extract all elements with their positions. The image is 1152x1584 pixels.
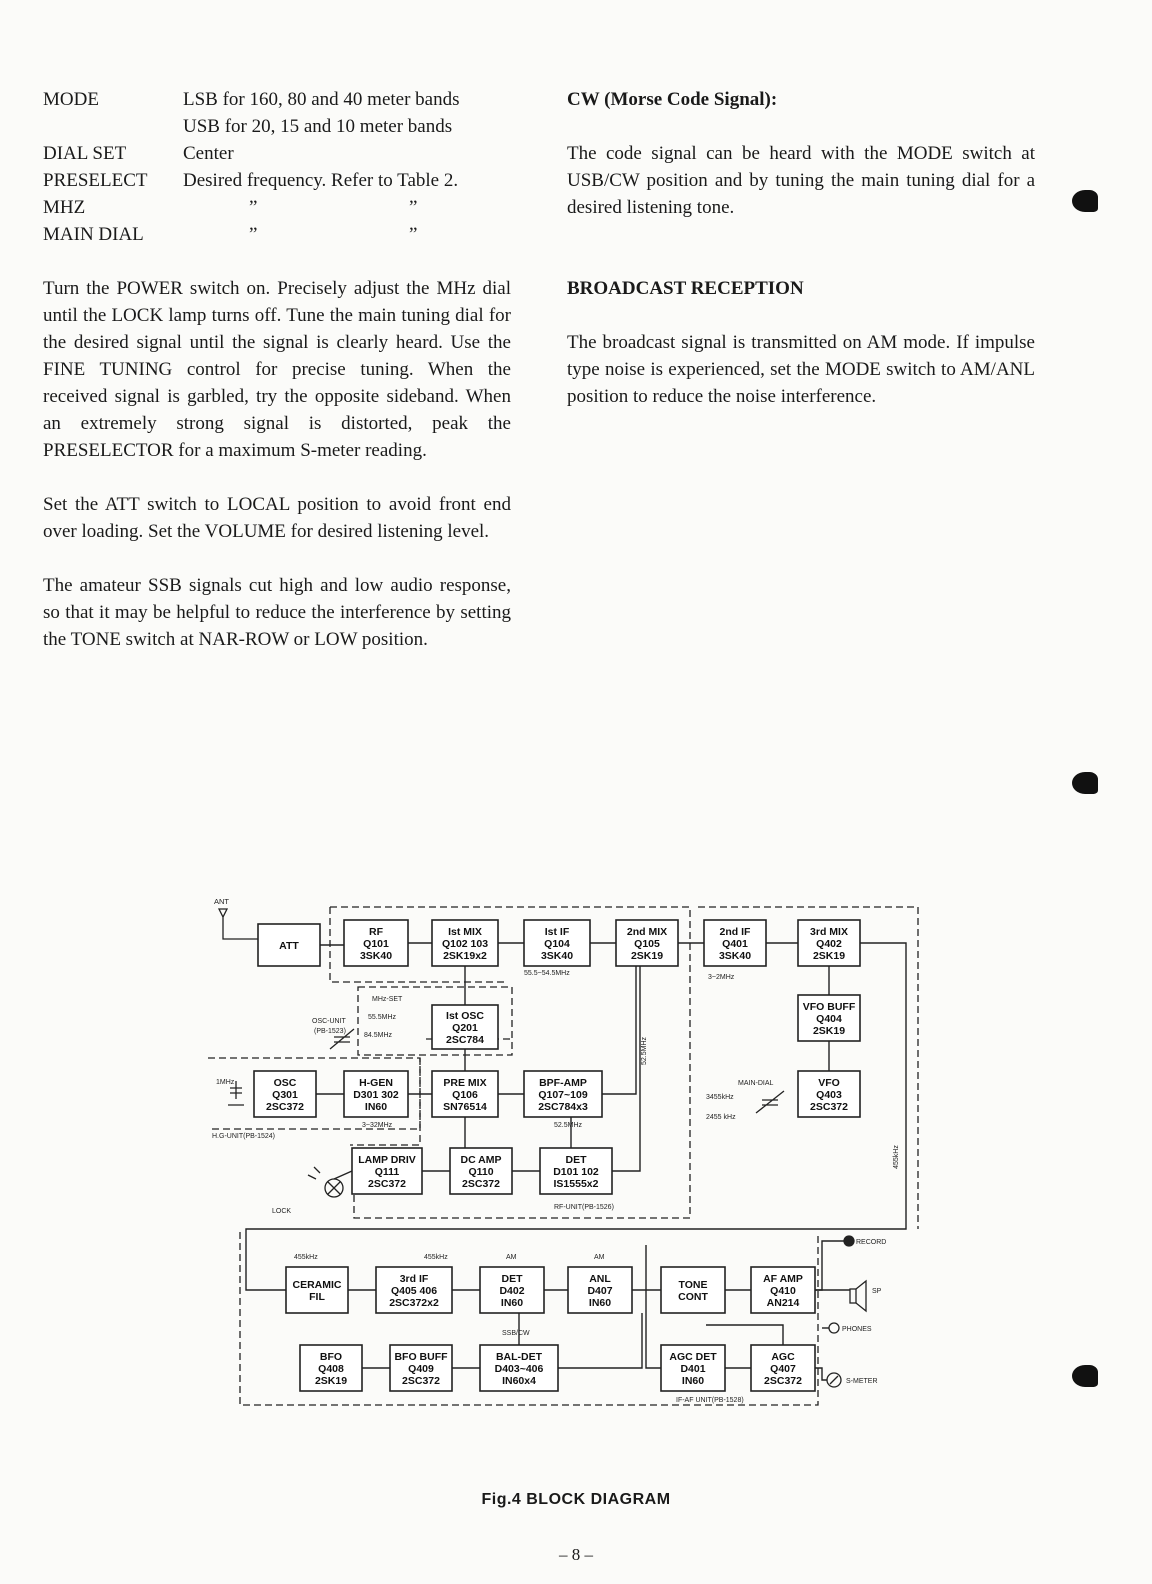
block-if3-text: Q405 406 <box>390 1285 438 1297</box>
diagram-label-if-af-unit: IF-AF UNIT(PB-1528) <box>676 1397 744 1404</box>
block-lamp <box>352 1148 422 1194</box>
block-dcamp-text: 2SC372 <box>462 1178 500 1190</box>
right-column <box>567 86 1035 410</box>
block-vfo <box>798 1071 860 1117</box>
block-att <box>258 924 320 966</box>
block-det2-text: D402 <box>499 1285 525 1297</box>
block-if2-text: 3SK40 <box>718 950 752 962</box>
block-agcdet <box>661 1345 725 1391</box>
punch-mark <box>1072 190 1098 212</box>
block-agc-text: 2SC372 <box>764 1375 802 1387</box>
diagram-label-if1-range: 55.5~54.5MHz <box>524 970 570 977</box>
block-mix3-text: 3rd MIX <box>810 926 848 938</box>
diagram-label-lock: LOCK <box>272 1208 292 1215</box>
diagram-label-phones: PHONES <box>842 1326 872 1333</box>
diagram-label-sp: SP <box>872 1288 882 1295</box>
block-hgen-text: H-GEN <box>359 1077 393 1089</box>
block-osc-text: OSC <box>273 1077 297 1089</box>
left-column <box>43 86 511 653</box>
block-bpf <box>524 1071 602 1117</box>
block-mix1 <box>432 920 498 966</box>
setting-label: MHZ <box>43 197 86 218</box>
block-osc1-text: 2SC784 <box>446 1034 484 1046</box>
block-mix2-text: 2SK19 <box>630 950 664 962</box>
setting-row-mode <box>43 86 511 140</box>
block-mix3-text: Q402 <box>816 938 842 950</box>
block-bfo <box>300 1345 362 1391</box>
block-mix3-text: 2SK19 <box>812 950 846 962</box>
block-if3-text: 2SC372x2 <box>389 1297 439 1309</box>
diagram-label-am-b: AM <box>594 1254 605 1261</box>
diagram-label-osc-f2: 84.5MHz <box>364 1032 393 1039</box>
block-osc1 <box>432 1005 498 1049</box>
settings-table <box>43 86 511 248</box>
phones-jack-icon <box>829 1323 839 1333</box>
block-bfo-text: 2SK19 <box>314 1375 348 1387</box>
block-mix1-text: 2SK19x2 <box>443 950 487 962</box>
block-rf-text: Q101 <box>363 938 389 950</box>
block-vfo-text: 2SC372 <box>810 1101 848 1113</box>
diagram-label-mhz-set: MHz-SET <box>372 996 403 1003</box>
block-anl-text: D407 <box>587 1285 613 1297</box>
block-afamp <box>751 1267 815 1313</box>
block-vfo-text: VFO <box>818 1077 840 1089</box>
block-vfobuff <box>798 995 860 1041</box>
block-bpf-text: Q107~109 <box>538 1089 588 1101</box>
block-premix-text: SN76514 <box>443 1101 487 1113</box>
block-if2-text: 2nd IF <box>719 926 751 938</box>
block-afamp-text: Q410 <box>770 1285 796 1297</box>
signal-wire <box>558 1313 642 1368</box>
block-tone-text: CONT <box>678 1291 708 1303</box>
setting-value <box>183 221 511 248</box>
block-mix2 <box>616 920 678 966</box>
setting-value <box>183 194 511 221</box>
block-osc <box>254 1071 316 1117</box>
signal-wire <box>334 1171 352 1179</box>
setting-value: LSB for 160, 80 and 40 meter bands USB for 20, 15 and 10 meter bands <box>183 89 460 137</box>
block-agcdet-text: IN60 <box>681 1375 705 1387</box>
block-agcdet-text: AGC DET <box>669 1351 717 1363</box>
block-if2 <box>704 920 766 966</box>
block-mix2-text: 2nd MIX <box>626 926 668 938</box>
block-if2-text: Q401 <box>722 938 748 950</box>
block-hgen-text: IN60 <box>364 1101 388 1113</box>
block-dcamp-text: Q110 <box>468 1166 494 1178</box>
block-tone <box>661 1267 725 1313</box>
record-jack-icon <box>844 1236 854 1246</box>
block-agc-text: AGC <box>771 1351 795 1363</box>
block-ceramic-text: FIL <box>309 1291 325 1303</box>
diagram-label-osc-f1: 55.5MHz <box>368 1014 397 1021</box>
block-if3 <box>376 1267 452 1313</box>
block-lamp-text: LAMP DRIV <box>358 1154 416 1166</box>
diagram-label-f-455-v: 455kHz <box>893 1145 900 1169</box>
block-bfo-text: Q408 <box>318 1363 344 1375</box>
signal-wire <box>602 966 636 1094</box>
punch-mark <box>1072 772 1098 794</box>
diagram-label-f-455-a: 455kHz <box>294 1254 318 1261</box>
paragraph-att: Set the ATT switch to LOCAL position to avoid front end over loading. Set the VOLUME for desired listening level. <box>43 494 511 542</box>
block-baldet-text: BAL-DET <box>495 1351 543 1363</box>
diagram-label-s-meter: S-METER <box>846 1378 878 1385</box>
setting-row-main-dial <box>43 221 511 248</box>
s-meter-icon <box>827 1373 841 1387</box>
block-ceramic <box>286 1267 348 1313</box>
page-number: – 8 – <box>559 1545 593 1564</box>
block-rf-text: 3SK40 <box>359 950 393 962</box>
block-if1-text: Q104 <box>544 938 570 950</box>
diagram-label-rf-unit: RF-UNIT(PB-1526) <box>554 1204 614 1211</box>
diagram-label-ant: ANT <box>214 897 229 906</box>
block-baldet-text: IN60x4 <box>502 1375 536 1387</box>
ditto-mark: ” <box>409 197 418 218</box>
block-bfobuff-text: BFO BUFF <box>394 1351 448 1363</box>
block-vfobuff-text: 2SK19 <box>812 1025 846 1037</box>
setting-label: PRESELECT <box>43 170 148 191</box>
setting-value: Center <box>183 143 234 164</box>
block-anl-text: ANL <box>589 1273 611 1285</box>
block-mix1-text: Ist MIX <box>448 926 482 938</box>
block-bfobuff <box>390 1345 452 1391</box>
block-if3-text: 3rd IF <box>399 1273 429 1285</box>
block-diagram <box>206 895 926 1455</box>
block-anl <box>568 1267 632 1313</box>
block-det2-text: DET <box>501 1273 523 1285</box>
block-agcdet-text: D401 <box>680 1363 706 1375</box>
broadcast-paragraph: The broadcast signal is transmitted on AM mode. If impulse type noise is experienced, set the MODE switch to AM/ANL position to reduce the noise interference. <box>567 332 1035 407</box>
setting-label: MAIN DIAL <box>43 224 144 245</box>
block-hgen-text: D301 302 <box>353 1089 399 1101</box>
block-det2 <box>480 1267 544 1313</box>
setting-row-dial-set <box>43 140 511 167</box>
block-agc-text: Q407 <box>770 1363 796 1375</box>
antenna-icon <box>219 909 258 939</box>
block-lamp-text: Q111 <box>374 1166 400 1178</box>
block-vfobuff-text: VFO BUFF <box>802 1001 856 1013</box>
block-if1 <box>524 920 590 966</box>
paragraph-tuning: Turn the POWER switch on. Precisely adjust the MHz dial until the LOCK lamp turns off. Tune the main tuning dial for the desired signal until the signal is clearly heard. Use the FINE TUNING control for precise tuning. When the received signal is garbled, try the opposite sideband. When an extremely strong signal is distorted, peak the PRESELECTOR for a maximum S-meter reading. <box>43 278 511 461</box>
signal-wire <box>815 1241 844 1290</box>
block-bfobuff-text: Q409 <box>408 1363 434 1375</box>
signal-wire <box>815 1368 827 1380</box>
diagram-label-mhz: 1MHz <box>216 1079 235 1086</box>
setting-label: MODE <box>43 89 99 110</box>
variable-capacitor-icon <box>756 1091 784 1113</box>
block-baldet <box>480 1345 558 1391</box>
block-dcamp <box>450 1148 512 1194</box>
diagram-label-if2-range: 3~2MHz <box>708 974 735 981</box>
block-vfo-text: Q403 <box>816 1089 842 1101</box>
block-att-text: ATT <box>279 940 299 952</box>
block-osc-text: Q301 <box>272 1089 298 1101</box>
lamp-icon <box>308 1167 343 1197</box>
setting-label: DIAL SET <box>43 143 127 164</box>
setting-row-preselect <box>43 167 511 194</box>
diagram-label-f-525: 52.5MHz <box>554 1122 583 1129</box>
block-afamp-text: AF AMP <box>763 1273 803 1285</box>
block-if1-text: Ist IF <box>544 926 570 938</box>
block-premix-text: PRE MIX <box>443 1077 487 1089</box>
ditto-mark: ” <box>249 197 258 218</box>
block-mix2-text: Q105 <box>634 938 660 950</box>
diagram-label-record: RECORD <box>856 1239 887 1246</box>
block-mix1-text: Q102 103 <box>441 938 489 950</box>
diagram-label-f-525-v: 52.5MHz <box>641 1036 648 1066</box>
block-osc1-text: Ist OSC <box>446 1010 484 1022</box>
diagram-label-main-dial: MAIN-DIAL <box>738 1080 774 1087</box>
ditto-mark: ” <box>249 224 258 245</box>
block-afamp-text: AN214 <box>766 1297 800 1309</box>
ditto-mark: ” <box>409 224 418 245</box>
cw-paragraph: The code signal can be heard with the MODE switch at USB/CW position and by tuning the main tuning dial for a desired listening tone. <box>567 143 1035 218</box>
paragraph-ssb: The amateur SSB signals cut high and low audio response, so that it may be helpful to reduce the interference by setting the TONE switch at NAR-ROW or LOW position. <box>43 575 511 650</box>
diagram-label-osc-unit: OSC-UNIT <box>312 1018 346 1025</box>
block-premix <box>432 1071 498 1117</box>
diagram-label-h-range: 3~32MHz <box>362 1122 393 1129</box>
speaker-icon <box>850 1281 866 1311</box>
block-bpf-text: 2SC784x3 <box>538 1101 588 1113</box>
block-hgen <box>344 1071 408 1117</box>
block-dcamp-text: DC AMP <box>460 1154 502 1166</box>
block-mix3 <box>798 920 860 966</box>
diagram-label-hg-unit: H.G-UNIT(PB-1524) <box>212 1133 276 1140</box>
diagram-blocks <box>254 920 860 1391</box>
figure-caption: Fig.4 BLOCK DIAGRAM <box>481 1491 671 1508</box>
block-bfo-text: BFO <box>319 1351 343 1363</box>
block-if1-text: 3SK40 <box>540 950 574 962</box>
block-osc1-text: Q201 <box>452 1022 478 1034</box>
diagram-label-osc-unit-pb: (PB-1523) <box>314 1028 346 1035</box>
block-agc <box>751 1345 815 1391</box>
block-bfobuff-text: 2SC372 <box>402 1375 440 1387</box>
diagram-label-f-455-b: 455kHz <box>424 1254 448 1261</box>
block-bpf-text: BPF-AMP <box>539 1077 587 1089</box>
block-anl-text: IN60 <box>588 1297 612 1309</box>
broadcast-heading: BROADCAST RECEPTION <box>567 278 804 299</box>
diagram-label-vfo-f2: 2455 kHz <box>706 1114 736 1121</box>
block-rf <box>344 920 408 966</box>
block-det1-text: IS1555x2 <box>553 1178 599 1190</box>
signal-wire <box>646 1245 661 1368</box>
block-lamp-text: 2SC372 <box>368 1178 406 1190</box>
diagram-label-vfo-f1: 3455kHz <box>706 1094 734 1101</box>
block-det1-text: DET <box>565 1154 587 1166</box>
block-det1 <box>540 1148 612 1194</box>
diagram-label-ssb-cw: SSB/CW <box>502 1330 530 1337</box>
block-baldet-text: D403~406 <box>494 1363 544 1375</box>
block-osc-text: 2SC372 <box>266 1101 304 1113</box>
block-rf-text: RF <box>369 926 383 938</box>
punch-mark <box>1072 1365 1098 1387</box>
setting-value: Desired frequency. Refer to Table 2. <box>183 170 459 191</box>
block-det1-text: D101 102 <box>553 1166 599 1178</box>
block-premix-text: Q106 <box>452 1089 478 1101</box>
setting-row-mhz <box>43 194 511 221</box>
block-det2-text: IN60 <box>500 1297 524 1309</box>
signal-wire <box>706 1325 783 1345</box>
diagram-label-am-a: AM <box>506 1254 517 1261</box>
block-tone-text: TONE <box>678 1279 708 1291</box>
cw-heading: CW (Morse Code Signal): <box>567 89 778 110</box>
block-ceramic-text: CERAMIC <box>292 1279 342 1291</box>
block-vfobuff-text: Q404 <box>816 1013 842 1025</box>
